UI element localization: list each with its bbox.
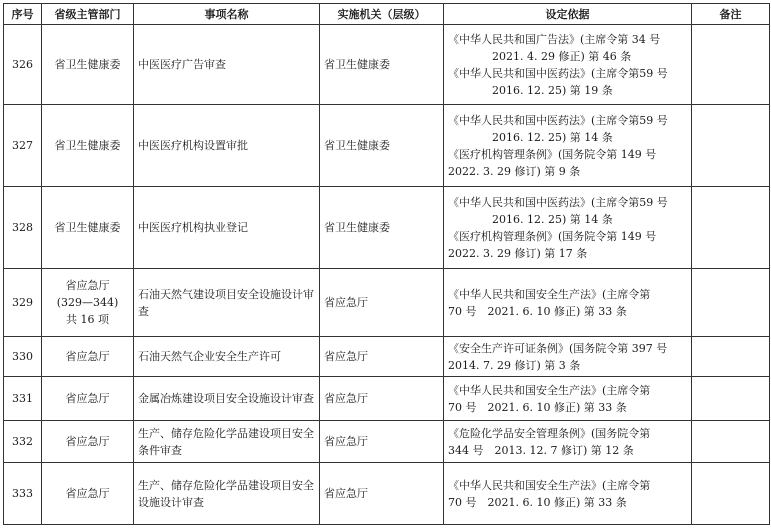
basis-line: 《中华人民共和国中医药法》(主席令第59 号	[448, 113, 668, 127]
basis-line: 《安全生产许可证条例》(国务院令第 397 号	[448, 341, 668, 355]
dept-line: (329—344)	[56, 296, 119, 309]
basis-line: 《中华人民共和国安全生产法》(主席令第	[448, 478, 651, 492]
row-dept	[42, 377, 134, 421]
row-note	[692, 187, 770, 269]
row-note	[692, 377, 770, 421]
basis-line: 2022. 3. 29 修订) 第 9 条	[448, 164, 581, 178]
row-no: 330	[4, 337, 42, 377]
header-basis: 设定依据	[444, 4, 692, 25]
row-basis	[444, 377, 692, 421]
table-row	[4, 463, 770, 525]
row-no: 326	[4, 25, 42, 105]
row-no: 328	[4, 187, 42, 269]
row-agency: 省应急厅	[320, 421, 444, 463]
dept-line: 省卫生健康委	[54, 58, 121, 71]
table-row	[4, 269, 770, 337]
basis-line: 《危险化学品安全管理条例》(国务院令第	[448, 426, 651, 440]
basis-line: 《中华人民共和国中医药法》(主席令第59 号	[448, 66, 668, 80]
row-item: 石油天然气企业安全生产许可	[134, 337, 320, 377]
row-note	[692, 421, 770, 463]
table-row	[4, 25, 770, 105]
row-basis	[444, 187, 692, 269]
row-agency: 省卫生健康委	[320, 25, 444, 105]
header-dept: 省级主管部门	[42, 4, 134, 25]
basis-line: 344 号 2013. 12. 7 修订) 第 12 条	[448, 443, 634, 457]
row-item: 生产、储存危险化学品建设项目安全设施设计审查	[134, 463, 320, 525]
row-dept	[42, 269, 134, 337]
dept-line: 省应急厅	[65, 435, 110, 448]
row-no: 327	[4, 105, 42, 187]
row-no: 332	[4, 421, 42, 463]
row-basis	[444, 463, 692, 525]
row-agency: 省应急厅	[320, 377, 444, 421]
row-note	[692, 463, 770, 525]
dept-line: 省应急厅	[65, 350, 110, 363]
basis-line: 《中华人民共和国中医药法》(主席令第59 号	[448, 195, 668, 209]
basis-line: 70 号 2021. 6. 10 修正) 第 33 条	[448, 400, 627, 414]
row-basis	[444, 421, 692, 463]
dept-line: 省卫生健康委	[54, 139, 121, 152]
basis-line: 2016. 12. 25) 第 14 条	[492, 130, 613, 144]
row-basis	[444, 269, 692, 337]
row-agency: 省应急厅	[320, 269, 444, 337]
row-dept	[42, 105, 134, 187]
row-note	[692, 105, 770, 187]
row-agency: 省卫生健康委	[320, 187, 444, 269]
row-basis	[444, 105, 692, 187]
row-no: 333	[4, 463, 42, 525]
row-dept	[42, 187, 134, 269]
row-agency: 省卫生健康委	[320, 105, 444, 187]
basis-line: 《医疗机构管理条例》(国务院令第 149 号	[448, 229, 657, 243]
row-item: 生产、储存危险化学品建设项目安全条件审查	[134, 421, 320, 463]
table-row	[4, 337, 770, 377]
row-dept	[42, 25, 134, 105]
row-no: 331	[4, 377, 42, 421]
table-row	[4, 105, 770, 187]
row-dept	[42, 337, 134, 377]
basis-line: 《中华人民共和国安全生产法》(主席令第	[448, 287, 651, 301]
dept-line: 省应急厅	[65, 279, 110, 292]
row-dept	[42, 421, 134, 463]
table-row	[4, 377, 770, 421]
row-item: 石油天然气建设项目安全设施设计审查	[134, 269, 320, 337]
basis-line: 2014. 7. 29 修订) 第 3 条	[448, 358, 581, 372]
header-no: 序号	[4, 4, 42, 25]
header-agency: 实施机关（层级）	[320, 4, 444, 25]
basis-line: 70 号 2021. 6. 10 修正) 第 33 条	[448, 304, 627, 318]
basis-line: 《中华人民共和国广告法》(主席令第 34 号	[448, 32, 661, 46]
dept-line: 共 16 项	[66, 313, 109, 326]
basis-line: 2016. 12. 25) 第 14 条	[492, 212, 613, 226]
basis-line: 《医疗机构管理条例》(国务院令第 149 号	[448, 147, 657, 161]
row-agency: 省应急厅	[320, 463, 444, 525]
row-note	[692, 25, 770, 105]
row-no: 329	[4, 269, 42, 337]
row-note	[692, 337, 770, 377]
header-row	[4, 4, 770, 25]
permit-table	[3, 3, 770, 525]
row-item: 中医医疗机构执业登记	[134, 187, 320, 269]
row-basis	[444, 337, 692, 377]
header-note: 备注	[692, 4, 770, 25]
table-row	[4, 421, 770, 463]
basis-line: 2022. 3. 29 修订) 第 17 条	[448, 246, 588, 260]
basis-line: 70 号 2021. 6. 10 修正) 第 33 条	[448, 495, 627, 509]
row-item: 金属冶炼建设项目安全设施设计审查	[134, 377, 320, 421]
dept-line: 省应急厅	[65, 487, 110, 500]
row-dept	[42, 463, 134, 525]
basis-line: 2016. 12. 25) 第 19 条	[492, 83, 613, 97]
row-agency: 省应急厅	[320, 337, 444, 377]
dept-line: 省卫生健康委	[54, 221, 121, 234]
row-item: 中医医疗机构设置审批	[134, 105, 320, 187]
basis-line: 2021. 4. 29 修正) 第 46 条	[492, 49, 632, 63]
row-item: 中医医疗广告审查	[134, 25, 320, 105]
row-basis	[444, 25, 692, 105]
row-note	[692, 269, 770, 337]
header-item: 事项名称	[134, 4, 320, 25]
dept-line: 省应急厅	[65, 392, 110, 405]
table-row	[4, 187, 770, 269]
basis-line: 《中华人民共和国安全生产法》(主席令第	[448, 383, 651, 397]
